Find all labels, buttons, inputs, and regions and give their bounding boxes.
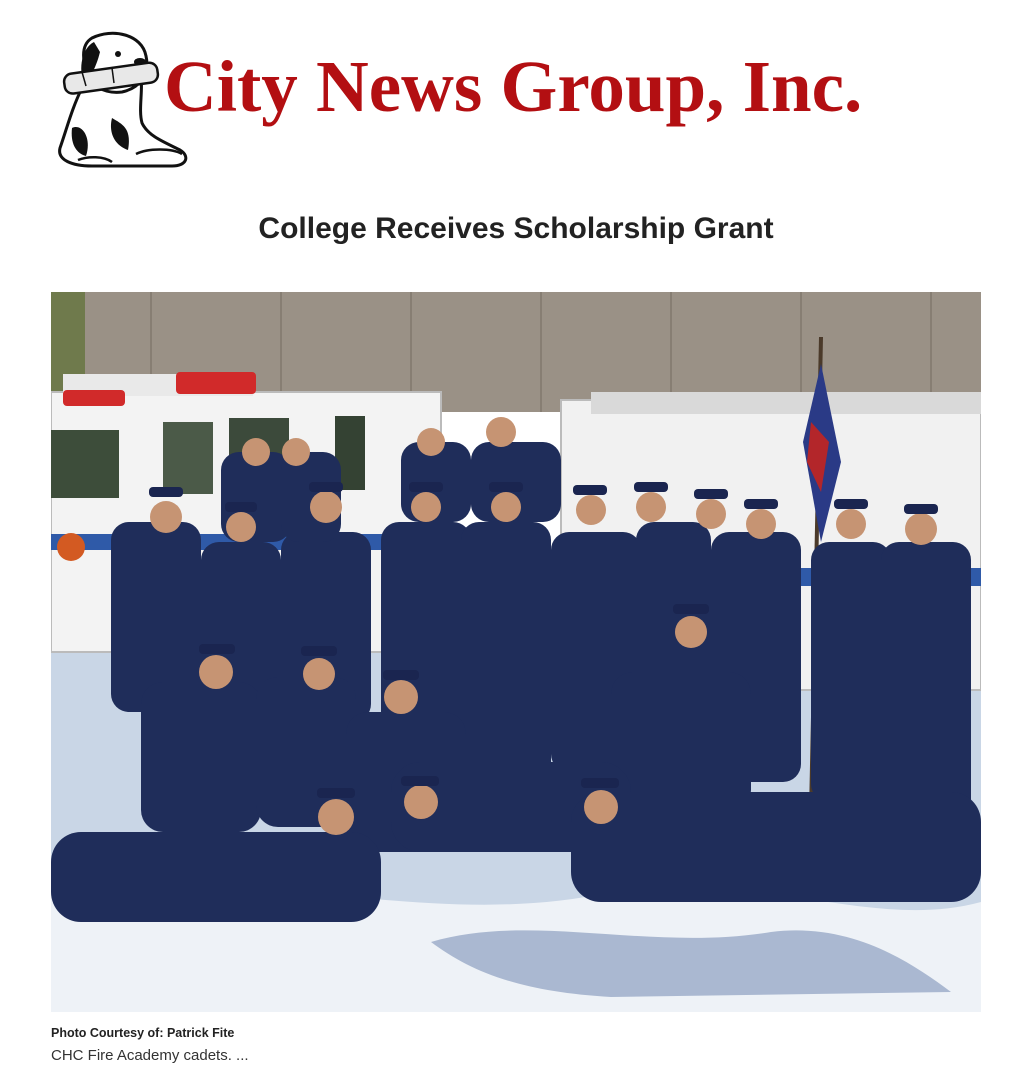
article-headline: College Receives Scholarship Grant (258, 212, 774, 245)
photo-caption: CHC Fire Academy cadets. ... (51, 1047, 249, 1064)
brand-name[interactable]: City News Group, Inc. (164, 46, 863, 127)
photo-credit: Photo Courtesy of: Patrick Fite (51, 1026, 235, 1040)
group-photo-icon (51, 292, 981, 1012)
masthead (52, 28, 982, 178)
article-photo (51, 292, 981, 1012)
